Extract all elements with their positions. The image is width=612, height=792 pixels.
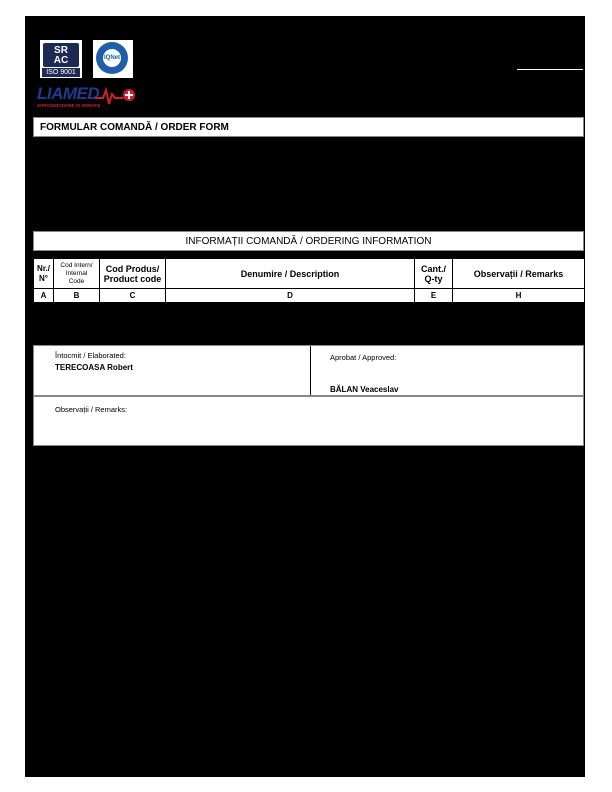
- iqnet-logo: [93, 40, 133, 78]
- table-code-row: [34, 289, 585, 303]
- liamed-tagline: APROVIZIONARE SI SERVICII: [37, 103, 101, 108]
- column-code-e: E: [415, 289, 453, 303]
- column-code-b: B: [54, 289, 100, 303]
- elaborated-name: TERECOASA Robert: [55, 363, 133, 372]
- approval-box: [33, 345, 584, 396]
- column-code-h: H: [453, 289, 585, 303]
- ordering-section-title: INFORMAȚII COMANDĂ / ORDERING INFORMATION: [185, 236, 432, 247]
- column-header-quantity: Cant./ Q-ty: [415, 259, 453, 289]
- iqnet-core: [103, 49, 121, 67]
- srac-logo-badge: [43, 43, 79, 67]
- column-header-internal-code: Cod Intern/ Internal Code: [54, 259, 100, 289]
- liamed-wordmark: LIAMED: [37, 84, 100, 103]
- column-code-a: A: [34, 289, 54, 303]
- column-header-number: Nr./ N°: [34, 259, 54, 289]
- remarks-box: [33, 396, 584, 446]
- srac-iso-label: ISO 9001: [42, 68, 80, 77]
- form-title: FORMULAR COMANDĂ / ORDER FORM: [40, 122, 229, 133]
- column-header-description: Denumire / Description: [166, 259, 415, 289]
- column-header-remarks: Observații / Remarks: [453, 259, 585, 289]
- approval-divider: [310, 346, 311, 395]
- iqnet-ring-icon: [96, 42, 128, 74]
- elaborated-label: Întocmit / Elaborated:: [55, 351, 126, 360]
- column-code-d: D: [166, 289, 415, 303]
- srac-logo: [40, 40, 82, 78]
- approved-name: BĂLAN Veaceslav: [330, 385, 399, 394]
- order-table: [33, 258, 585, 303]
- liamed-logo: [35, 84, 139, 111]
- approved-label: Aprobat / Approved:: [330, 353, 397, 362]
- srac-logo-text: SR AC: [53, 45, 69, 66]
- column-code-c: C: [100, 289, 166, 303]
- column-header-product-code: Cod Produs/ Product code: [100, 259, 166, 289]
- table-header-row: [34, 259, 585, 289]
- iqnet-logo-text: IQNet: [103, 55, 120, 61]
- ordering-section-bar: [33, 231, 584, 251]
- remarks-label: Observații / Remarks:: [55, 405, 128, 414]
- header-rule: [517, 69, 583, 70]
- form-title-bar: [33, 117, 584, 137]
